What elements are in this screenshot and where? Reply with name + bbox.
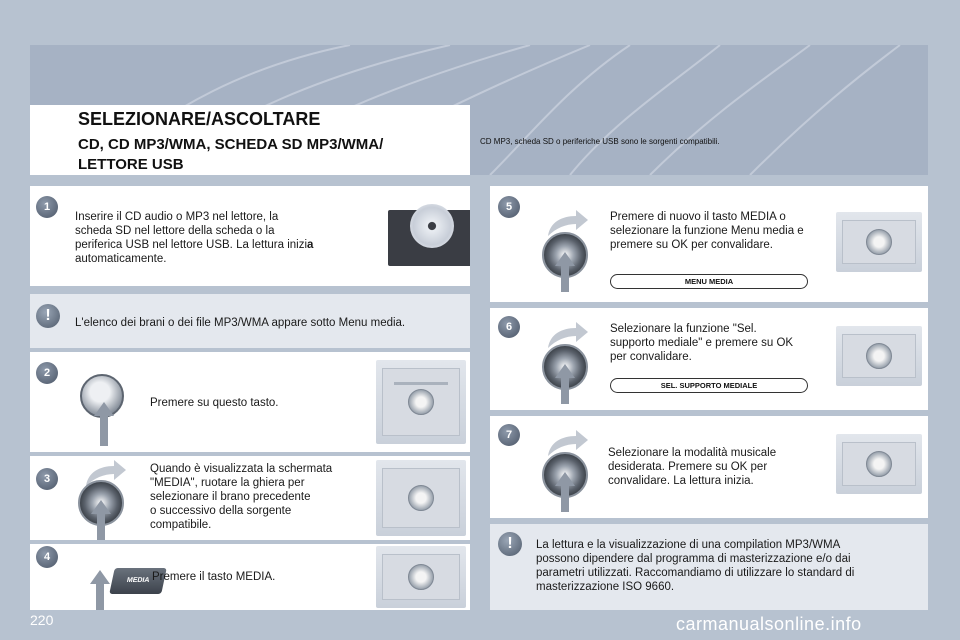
warning-2-panel <box>490 524 928 610</box>
up-arrow-icon <box>91 500 111 540</box>
subtitle-line: CD, CD MP3/WMA, SCHEDA SD MP3/WMA/ <box>78 136 384 153</box>
step-7-panel <box>490 416 928 518</box>
radio-knob-icon <box>408 389 434 415</box>
step-1-badge: 1 <box>36 196 58 218</box>
step-6-panel <box>490 308 928 410</box>
cd-disc-icon <box>410 204 454 248</box>
text-line: compatibile. <box>150 519 212 531</box>
radio-panel-image <box>836 212 922 272</box>
menu-media-label: MENU MEDIA <box>610 274 808 289</box>
page-title: SELEZIONARE/ASCOLTARE <box>78 109 321 129</box>
text-fragment: periferica USB nel lettore USB. La lettura inizi <box>75 239 308 251</box>
step-3-text <box>150 462 370 532</box>
text-line: Selezionare la modalità musicale <box>608 447 777 459</box>
radio-panel-image <box>376 546 466 608</box>
text-line: per convalidare. <box>610 351 692 363</box>
step-7-badge: 7 <box>498 424 520 446</box>
subtitle-line: LETTORE USB <box>78 156 184 173</box>
step-6-badge: 6 <box>498 316 520 338</box>
up-arrow-icon <box>94 402 114 446</box>
media-key-icon: MEDIA <box>109 568 167 594</box>
step-2-panel <box>30 352 470 452</box>
header-banner <box>30 45 928 175</box>
step-1-text <box>75 210 375 266</box>
page-subtitle <box>78 135 383 175</box>
text-line: Selezionare la funzione "Sel. <box>610 323 757 335</box>
step-7-text <box>608 446 838 488</box>
cd-insert-photo <box>388 210 470 266</box>
text-line: scheda SD nel lettore della scheda o la <box>75 225 275 237</box>
warning-2-icon: ! <box>498 532 522 556</box>
media-source-label: SEL. SUPPORTO MEDIALE <box>610 378 808 393</box>
step-5-panel <box>490 186 928 302</box>
step-5-badge: 5 <box>498 196 520 218</box>
step-3-badge: 3 <box>36 468 58 490</box>
radio-panel-image <box>836 434 922 494</box>
up-arrow-icon <box>90 570 110 610</box>
text-line: possono dipendere dal programma di masterizzazione e/o dai <box>536 553 851 565</box>
radio-knob-icon <box>866 451 892 477</box>
text-line: convalidare. La lettura inizia. <box>608 475 754 487</box>
up-arrow-icon <box>555 252 575 292</box>
step-4-text: Premere il tasto MEDIA. <box>152 571 276 583</box>
text-line: Premere di nuovo il tasto MEDIA o <box>610 211 786 223</box>
up-arrow-icon <box>555 472 575 512</box>
watermark: carmanualsonline.info <box>676 614 862 634</box>
page-number: 220 <box>30 612 54 628</box>
text-line: Quando è visualizzata la schermata <box>150 463 333 475</box>
text-line: selezionare il brano precedente <box>150 491 311 503</box>
text-line: La lettura e la visualizzazione di una compilation MP3/WMA <box>536 539 841 551</box>
radio-panel-image <box>836 326 922 386</box>
compatibility-note: CD MP3, scheda SD o periferiche USB sono le sorgenti compatibili. <box>480 137 720 146</box>
radio-panel-image <box>376 360 466 444</box>
text-line: selezionare la funzione Menu media e <box>610 225 804 237</box>
text-line: premere su OK per convalidare. <box>610 239 773 251</box>
text-line: Inserire il CD audio o MP3 nel lettore, la <box>75 211 279 223</box>
text-line: "MEDIA", ruotare la ghiera per <box>150 477 305 489</box>
radio-knob-icon <box>866 343 892 369</box>
text-line: automaticamente. <box>75 253 167 265</box>
text-line: parametri utilizzati. Raccomandiamo di utilizzare lo standard di <box>536 567 855 579</box>
radio-slot <box>394 382 448 385</box>
text-emphasis: a <box>307 239 314 251</box>
step-3-panel <box>30 456 470 540</box>
warning-1-panel <box>30 294 470 348</box>
radio-knob-icon <box>866 229 892 255</box>
text-line: supporto mediale" e premere su OK <box>610 337 794 349</box>
text-line: masterizzazione ISO 9660. <box>536 581 675 593</box>
text-line: o successivo della sorgente <box>150 505 292 517</box>
step-4-panel <box>30 544 470 610</box>
warning-1-text: L'elenco dei brani o dei file MP3/WMA appare sotto Menu media. <box>75 317 406 329</box>
text-line <box>75 238 375 252</box>
step-1-panel <box>30 186 470 286</box>
text-line: desiderata. Premere su OK per <box>608 461 768 473</box>
up-arrow-icon <box>555 364 575 404</box>
step-4-badge: 4 <box>36 546 58 568</box>
step-6-text <box>610 322 840 364</box>
warning-2-text <box>536 538 926 594</box>
radio-knob-icon <box>408 485 434 511</box>
warning-1-icon: ! <box>36 304 60 328</box>
step-2-text: Premere su questo tasto. <box>150 397 279 409</box>
step-2-badge: 2 <box>36 362 58 384</box>
step-5-text <box>610 210 840 252</box>
radio-knob-icon <box>408 564 434 590</box>
radio-panel-image <box>376 460 466 536</box>
